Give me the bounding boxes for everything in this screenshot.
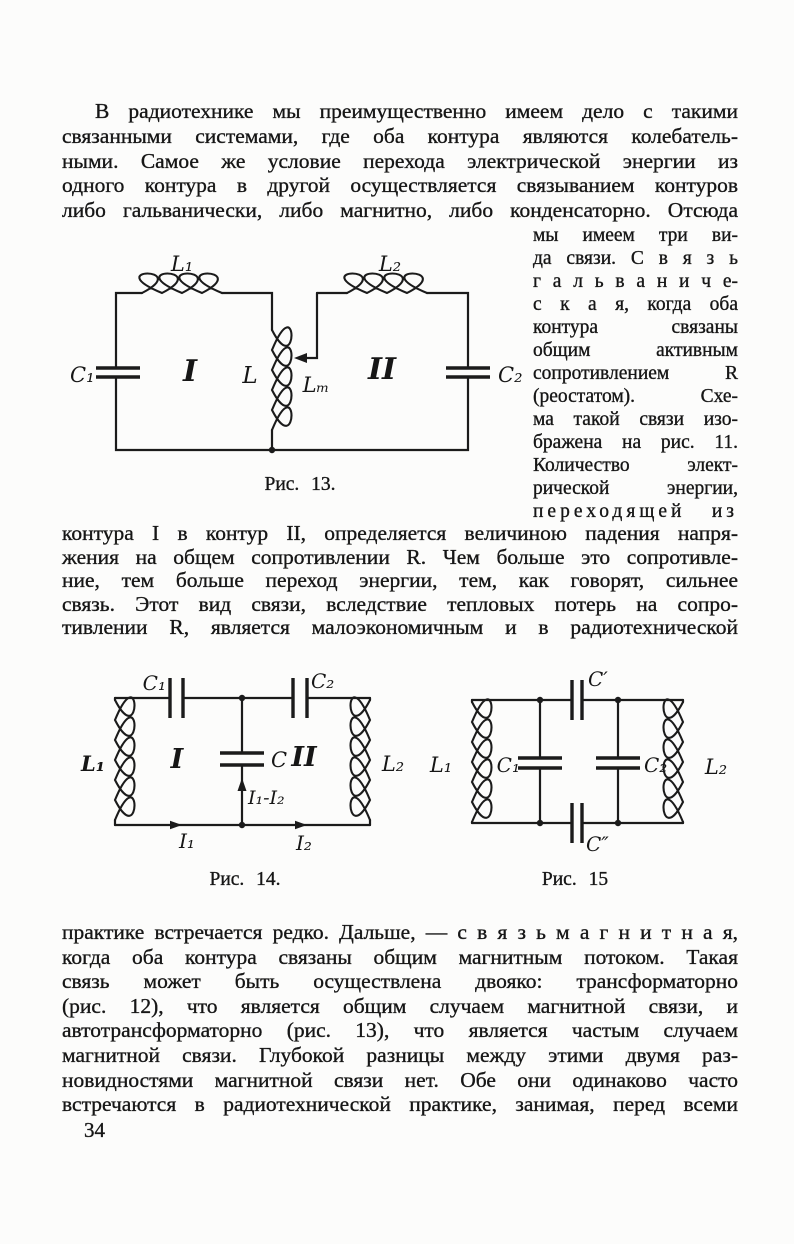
label-I1: I₁ — [179, 829, 195, 853]
inductor-L1 — [139, 274, 222, 294]
column-line: г а л ь в а н и ч е- — [533, 271, 738, 292]
column-line: да связи. С в я з ь — [533, 248, 738, 269]
label-L2: L₂ — [378, 252, 402, 276]
label-L1: L₁ — [429, 753, 453, 777]
label-loop-I: I — [170, 744, 184, 775]
junction-dot — [269, 447, 275, 453]
capacitor-C2 — [446, 368, 490, 377]
label-L: L — [242, 363, 258, 389]
column-right — [533, 224, 738, 523]
inductor-L2 — [344, 274, 427, 294]
paragraph-line: когда оба контура связаны общим магнитным потоком. Такая — [62, 944, 738, 969]
junction-dot — [239, 695, 245, 701]
inductor-L1 — [472, 699, 492, 822]
capacitor-C2 — [596, 758, 640, 768]
label-loop-II: II — [291, 742, 317, 773]
current-arrow-up — [238, 778, 247, 791]
column-line: бражена на рис. 11. — [533, 432, 738, 453]
capacitor-C-prime — [572, 680, 582, 720]
figure-13-caption: Рис. 13. — [264, 474, 336, 495]
label-L2: L₂ — [381, 752, 405, 776]
figure-14-svg — [75, 658, 415, 870]
label-C2: C₂ — [498, 363, 523, 387]
column-line: Количество элект- — [533, 455, 738, 476]
capacitor-C1 — [96, 368, 140, 377]
junction-dot — [537, 820, 543, 826]
label-loop-II: II — [367, 352, 397, 387]
junction-dot — [537, 697, 543, 703]
label-I2: I₂ — [296, 831, 312, 855]
paragraph-line: контура I в контур II, определяется величиною падения напря- — [62, 521, 738, 545]
column-line: мы имеем три ви- — [533, 225, 738, 246]
capacitor-C2 — [293, 678, 307, 718]
label-C: C — [271, 748, 288, 772]
column-line: ма такой связи изо- — [533, 409, 738, 430]
column-line: рической энергии, — [533, 478, 738, 499]
capacitor-C — [220, 753, 264, 765]
junction-dot — [615, 697, 621, 703]
inductor-L1 — [115, 697, 135, 820]
paragraph-line: В радиотехнике мы преимущественно имеем дело с такими — [95, 99, 738, 123]
capacitor-C1 — [170, 678, 183, 718]
capacitor-C1 — [518, 758, 562, 768]
label-C1: C₁ — [496, 753, 520, 777]
paragraph-line: (рис. 12), что является общим случаем магнитной связи, и — [62, 993, 738, 1018]
label-I1-minus-I2: I₁-I₂ — [248, 787, 285, 809]
column-line: сопротивлением R — [533, 363, 738, 384]
paragraph-middle — [62, 522, 738, 640]
label-C-double-prime: C″ — [586, 832, 609, 856]
figure-14-circuit — [75, 658, 415, 870]
figure-15-svg — [425, 658, 745, 870]
current-arrow-I2 — [295, 821, 307, 830]
label-C1: C₁ — [70, 363, 95, 387]
junction-dot — [615, 820, 621, 826]
paragraph-intro — [62, 99, 738, 223]
column-line: общим активным — [533, 340, 738, 361]
capacitor-C-double-prime — [572, 803, 582, 843]
label-C2: C₂ — [311, 669, 335, 693]
column-line: с к а я, когда оба — [533, 294, 738, 315]
paragraph-line: либо гальванически, либо магнитно, либо конденсаторно. Отсюда — [62, 198, 738, 223]
label-L1: L₁ — [170, 252, 194, 276]
paragraph-line: связанными системами, где оба контура являются колебатель- — [62, 123, 738, 148]
column-line: контура связаны — [533, 317, 738, 338]
circuit-wires — [115, 698, 370, 825]
column-line: (реостатом). Схе- — [533, 386, 738, 407]
figure-15-circuit — [425, 658, 745, 870]
paragraph-line: встречаются в радиотехнической практике, занимая, перед всеми — [62, 1092, 738, 1117]
tap-arrow — [294, 353, 307, 363]
label-L1: L₁ — [81, 751, 105, 776]
paragraph-line: жения на общем сопротивлении R. Чем больше это сопротивле- — [62, 544, 738, 569]
figure-15-caption: Рис. 15 — [541, 869, 609, 890]
paragraph-bottom — [62, 920, 738, 1117]
figure-13-svg — [70, 243, 530, 458]
paragraph-line: одного контура в другой осуществляется связыванием контуров — [62, 173, 738, 198]
inductor-L2 — [351, 697, 371, 820]
label-Lm: Lₘ — [302, 373, 330, 397]
figure-14-caption: Рис. 14. — [209, 869, 281, 890]
column-line: переходящей из — [533, 501, 738, 522]
paragraph-line: практике встречается редко. Дальше, — с в я з ь м а г н и т н а я, — [62, 920, 738, 944]
paragraph-line: ными. Самое же условие перехода электрической энергии из — [62, 148, 738, 173]
figure-13-circuit — [70, 243, 530, 458]
paragraph-line: тивлении R, является малоэкономичным и в радиотехнической — [62, 615, 738, 640]
paragraph-line: новидностями магнитной связи нет. Обе они одинаково часто — [62, 1067, 738, 1092]
label-C-prime: C′ — [588, 667, 608, 691]
paragraph-line: автотрансформаторно (рис. 13), что является частым случаем — [62, 1018, 738, 1043]
inductor-L-tapped — [272, 327, 292, 430]
paragraph-line: связь может быть осуществлена двояко: трансформаторно — [62, 969, 738, 994]
current-arrow-I1 — [170, 821, 182, 830]
page-number: 34 — [84, 1118, 105, 1142]
label-loop-I: I — [182, 354, 198, 389]
label-L2: L₂ — [704, 755, 728, 779]
junction-dot — [239, 822, 245, 828]
paragraph-line: магнитной связи. Глубокой разницы между этими двумя раз- — [62, 1042, 738, 1067]
paragraph-line: ние, тем больше переход энергии, тем, как говорят, сильнее — [62, 568, 738, 593]
paragraph-line: связь. Этот вид связи, вследствие тепловых потерь на сопро- — [62, 591, 738, 616]
label-C1: C₁ — [142, 671, 166, 695]
label-C2: C₂ — [644, 753, 668, 777]
